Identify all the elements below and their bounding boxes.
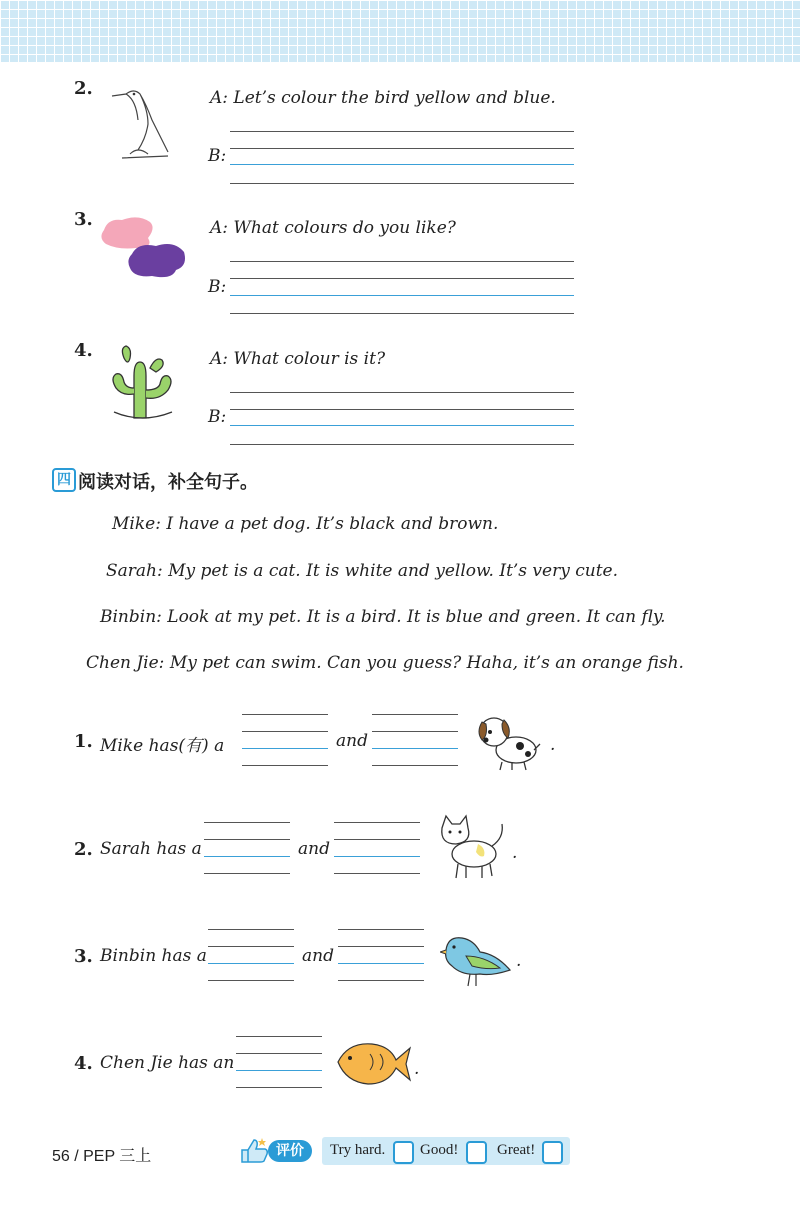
answer-prefix[interactable]: B:: [208, 146, 227, 166]
blank-input-line[interactable]: [204, 856, 290, 857]
section-number-badge: 四: [52, 468, 76, 492]
sentence-prefix: Binbin has a: [100, 946, 207, 966]
blank-line: [372, 714, 458, 715]
rating-checkbox-try-hard[interactable]: [393, 1141, 414, 1164]
sentence-end: .: [512, 843, 518, 863]
writing-line: [230, 148, 574, 149]
sentence-prefix: Mike has(有) a: [100, 736, 225, 756]
and-word: and: [302, 946, 334, 966]
blank-line: [208, 980, 294, 981]
blank-line: [204, 873, 290, 874]
question-text: A: What colour is it?: [210, 349, 386, 369]
blank-input-line[interactable]: [338, 963, 424, 964]
sentence-number: 1.: [74, 731, 93, 752]
exercise-number: 2.: [74, 78, 93, 99]
blank-line: [204, 822, 290, 823]
blank-line: [208, 946, 294, 947]
sentence-number: 2.: [74, 839, 93, 860]
blank-line: [372, 765, 458, 766]
fish-icon: [334, 1038, 412, 1088]
blank-line: [334, 873, 420, 874]
blank-line: [236, 1053, 322, 1054]
dog-icon: [472, 706, 544, 772]
writing-line: [230, 392, 574, 393]
blank-line: [242, 765, 328, 766]
blank-line: [334, 822, 420, 823]
blank-line: [338, 946, 424, 947]
sentence-end: .: [516, 951, 522, 971]
blank-input-line[interactable]: [236, 1070, 322, 1071]
blank-line: [236, 1036, 322, 1037]
cat-icon: [434, 814, 510, 882]
sentence-number: 3.: [74, 946, 93, 967]
blank-input-line[interactable]: [242, 748, 328, 749]
sentence-end: .: [414, 1059, 420, 1079]
sentence-prefix: Sarah has a: [100, 839, 202, 859]
exercise-number: 4.: [74, 340, 93, 361]
paint-blobs-icon: [98, 212, 188, 284]
thumbs-up-icon: [238, 1136, 270, 1164]
dialogue-line: Sarah: My pet is a cat. It is white and yellow. It’s very cute.: [106, 561, 618, 581]
bird-icon: [440, 930, 514, 990]
writing-line: [230, 313, 574, 314]
sentence-number: 4.: [74, 1053, 93, 1074]
blank-line: [236, 1087, 322, 1088]
question-text: A: Let’s colour the bird yellow and blue.: [210, 88, 556, 108]
blank-line: [242, 714, 328, 715]
bird-sketch-icon: [108, 80, 180, 162]
exercise-number: 3.: [74, 209, 93, 230]
answer-prefix[interactable]: B:: [208, 277, 227, 297]
sentence-prefix: Chen Jie has an: [100, 1053, 235, 1073]
blank-line: [334, 839, 420, 840]
header-grid-band: [0, 0, 800, 62]
blank-line: [208, 929, 294, 930]
writing-line: [230, 444, 574, 445]
answer-prefix[interactable]: B:: [208, 407, 227, 427]
writing-line: [230, 164, 574, 165]
writing-line: [230, 183, 574, 184]
dialogue-line: Chen Jie: My pet can swim. Can you guess? Haha, it’s an orange fish.: [86, 653, 684, 673]
rating-checkbox-good[interactable]: [466, 1141, 487, 1164]
blank-line: [204, 839, 290, 840]
page-number: 56 / PEP 三上: [52, 1148, 152, 1165]
writing-line: [230, 425, 574, 426]
writing-line: [230, 295, 574, 296]
blank-line: [242, 731, 328, 732]
rating-label: Great!: [497, 1142, 536, 1158]
writing-line: [230, 278, 574, 279]
and-word: and: [298, 839, 330, 859]
rating-label: Good!: [420, 1142, 459, 1158]
rating-checkbox-great[interactable]: [542, 1141, 563, 1164]
sentence-end: .: [550, 735, 556, 755]
cactus-icon: [106, 342, 180, 422]
blank-input-line[interactable]: [334, 856, 420, 857]
question-text: A: What colours do you like?: [210, 218, 456, 238]
evaluation-label: 评价: [268, 1140, 312, 1162]
dialogue-line: Binbin: Look at my pet. It is a bird. It is blue and green. It can fly.: [100, 607, 666, 627]
blank-input-line[interactable]: [372, 748, 458, 749]
rating-label: Try hard.: [330, 1142, 386, 1158]
writing-line: [230, 131, 574, 132]
blank-line: [338, 980, 424, 981]
writing-line: [230, 261, 574, 262]
blank-line: [338, 929, 424, 930]
section-title: 阅读对话，补全句子。: [78, 472, 258, 493]
dialogue-line: Mike: I have a pet dog. It’s black and brown.: [112, 514, 499, 534]
blank-input-line[interactable]: [208, 963, 294, 964]
blank-line: [372, 731, 458, 732]
writing-line: [230, 409, 574, 410]
and-word: and: [336, 731, 368, 751]
